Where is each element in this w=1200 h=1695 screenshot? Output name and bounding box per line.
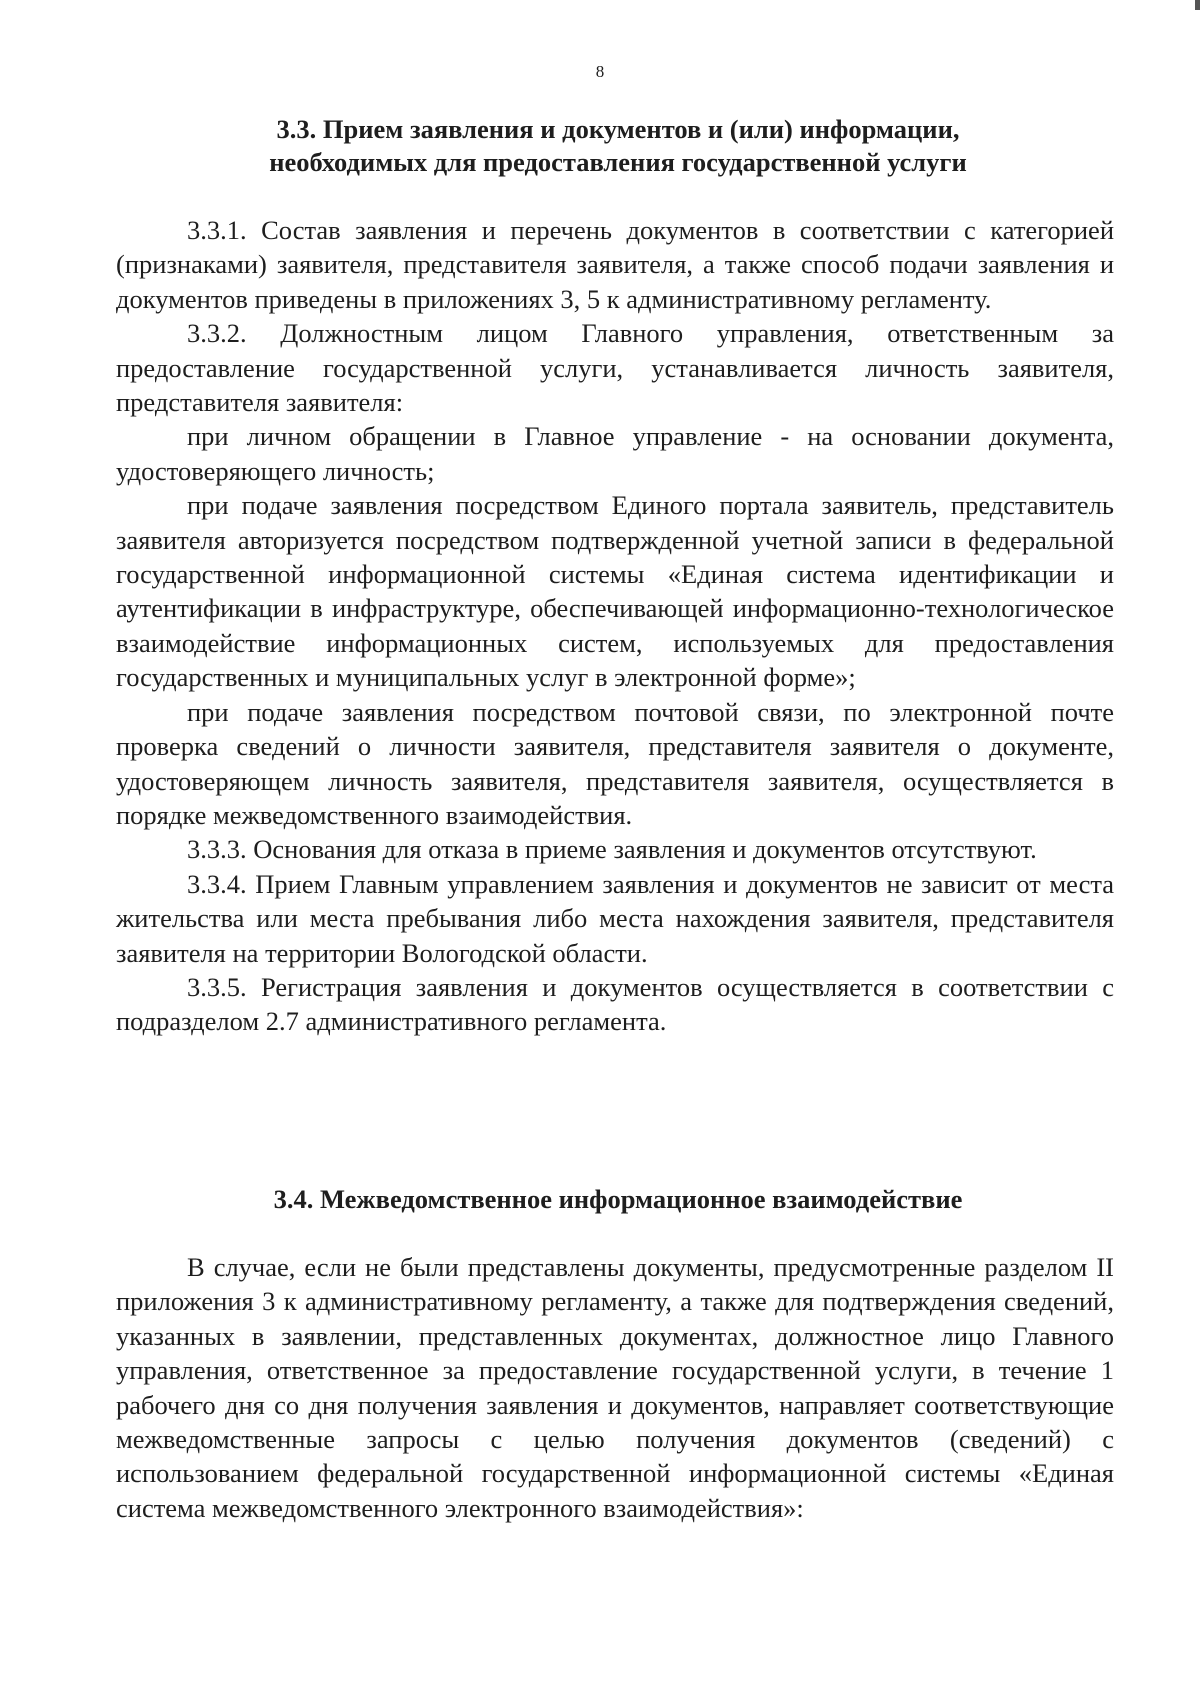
paragraph-3-4-interagency: В случае, если не были представлены документы, предусмотренные разделом II приложения 3 к административному регламенту, а также для подтверждения сведений, указанных в заявлении, представленных документах, должностное лицо Главного управления, ответственное за предоставление государственной услуги, в течение 1 рабочего дня со дня получения заявления и документов, направляет соответствующие межведомственные запросы с целью получения документов (сведений) с использованием федеральной государственной информационной системы «Единая система межведомственного электронного взаимодействия»: (116, 1252, 1114, 1523)
section-3-3-heading-line-2: необходимых для предоставления государственной услуги (269, 147, 967, 177)
section-3-4-body (116, 1250, 1114, 1525)
scan-corner-mark (1195, 0, 1200, 10)
section-3-3-body (116, 213, 1114, 1039)
paragraph-personal-visit: при личном обращении в Главное управление - на основании документа, удостоверяющего личность; (116, 421, 1114, 486)
page-number: 8 (595, 62, 605, 81)
paragraph-postal-email: при подаче заявления посредством почтовой связи, по электронной почте проверка сведений о личности заявителя, представителя заявителя о документе, удостоверяющем личность заявителя, представителя заявителя, осуществляется в порядке межведомственного взаимодействия. (116, 696, 1114, 830)
section-3-4-heading (110, 1183, 1126, 1216)
paragraph-3-3-1: 3.3.1. Состав заявления и перечень документов в соответствии с категорией (признаками) заявителя, представителя заявителя, а также способ подачи заявления и документов приведены в приложениях 3, 5 к административному регламенту. (116, 215, 1114, 314)
paragraph-unified-portal: при подаче заявления посредством Единого портала заявитель, представитель заявителя авторизуется посредством подтвержденной учетной записи в федеральной государственной информационной системы «Единая система идентификации и аутентификации в инфраструктуре, обеспечивающей информационно-технологическое взаимодействие информационных систем, используемых для предоставления государственных и муниципальных услуг в электронной форме»; (116, 490, 1114, 693)
section-3-3-heading-line-1: 3.3. Прием заявления и документов и (или) информации, (276, 114, 960, 144)
paragraph-3-3-4: 3.3.4. Прием Главным управлением заявления и документов не зависит от места жительства или места пребывания либо места нахождения заявителя, представителя заявителя на территории Вологодской области. (116, 868, 1114, 968)
paragraph-3-3-2: 3.3.2. Должностным лицом Главного управления, ответственным за предоставление государственной услуги, устанавливается личность заявителя, представителя заявителя: (116, 318, 1114, 418)
paragraph-3-3-5: 3.3.5. Регистрация заявления и документов осуществляется в соответствии с подразделом 2.7 административного регламента. (116, 971, 1114, 1037)
section-3-3-heading (110, 113, 1126, 179)
section-3-4-heading-line: 3.4. Межведомственное информационное взаимодействие (273, 1184, 963, 1214)
paragraph-3-3-3: 3.3.3. Основания для отказа в приеме заявления и документов отсутствуют. (187, 834, 1037, 865)
